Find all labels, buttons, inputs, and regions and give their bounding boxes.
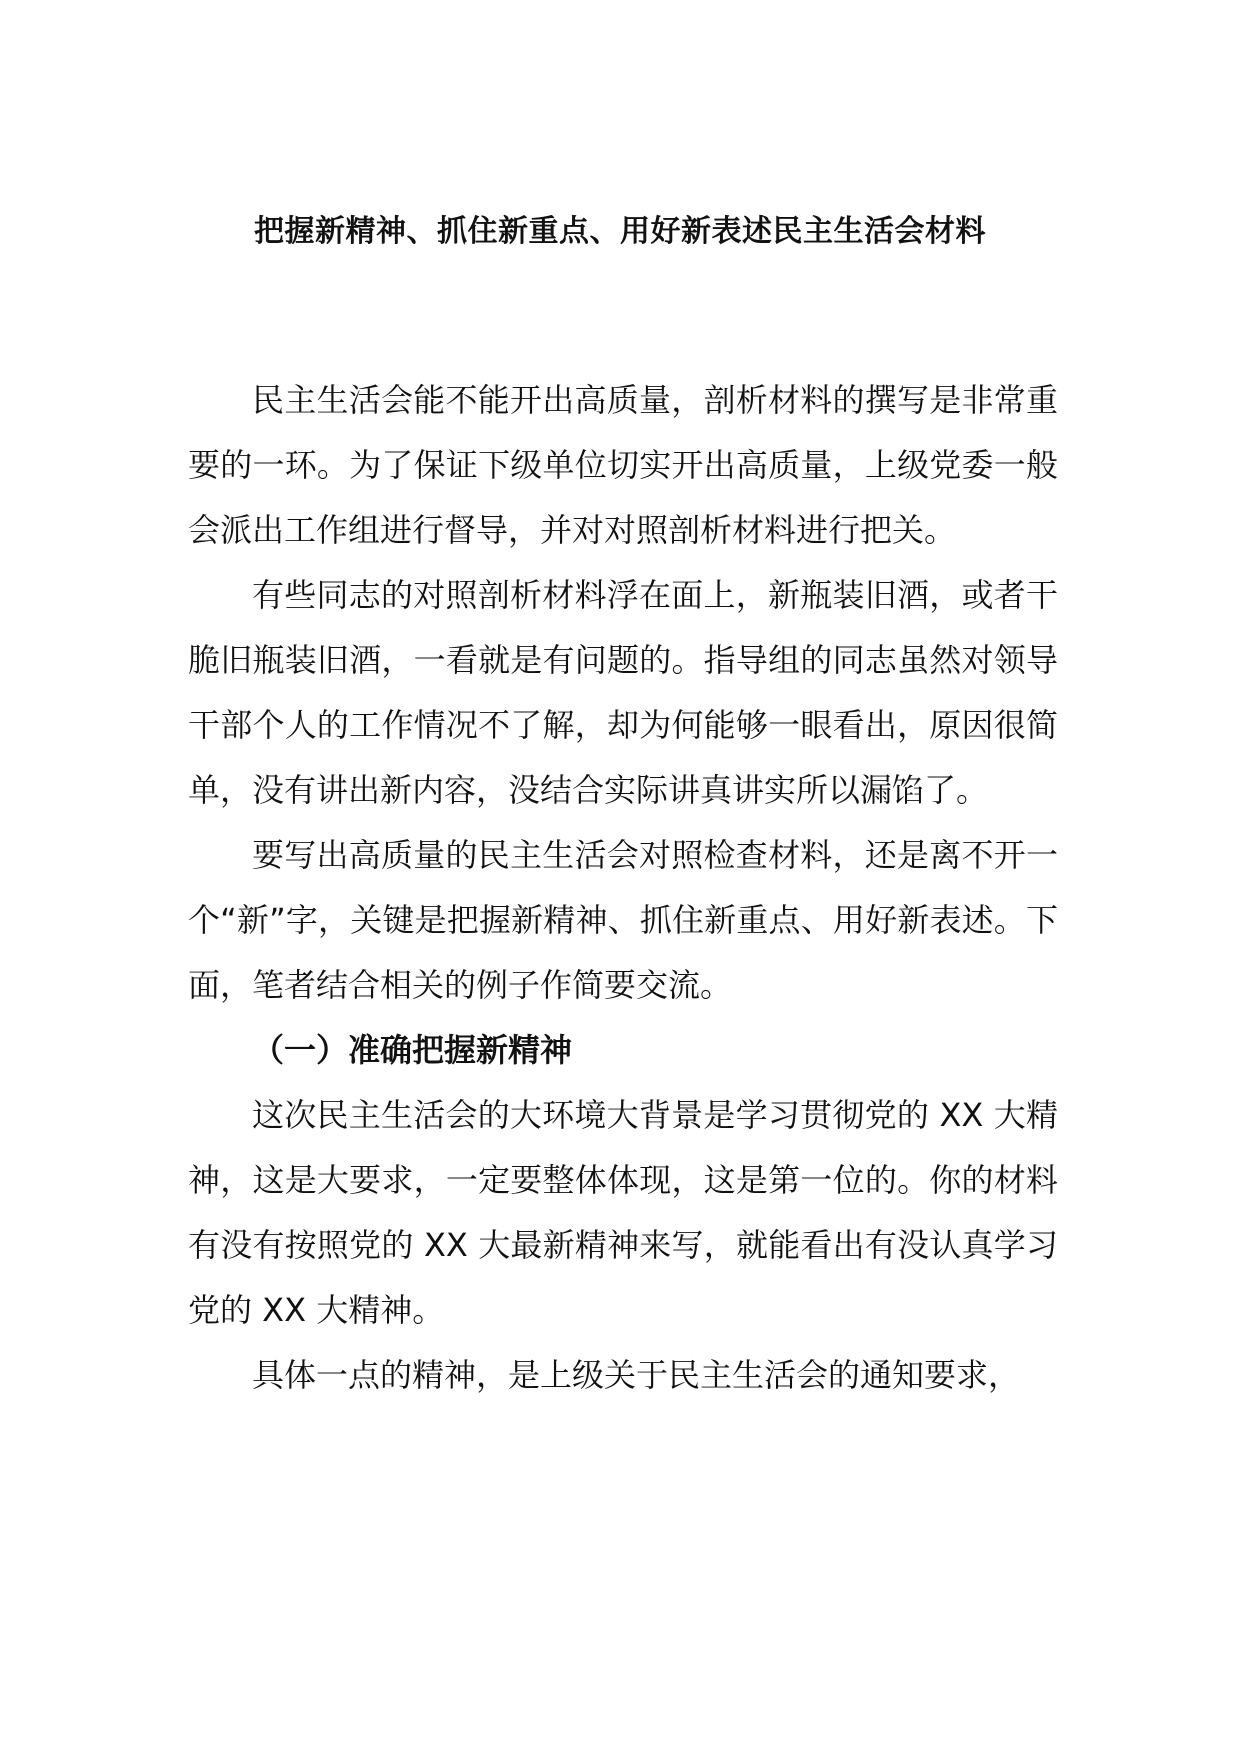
paragraph-2: 有些同志的对照剖析材料浮在面上，新瓶装旧酒，或者干脆旧瓶装旧酒，一看就是有问题的。指导组的同志虽然对领导干部个人的工作情况不了解，却为何能够一眼看出，原因很简单，没有讲出新内容，没结合实际讲真讲实所以漏馅了。 (188, 576, 1058, 809)
document-body (188, 368, 1058, 1408)
section-heading: （一）准确把握新精神 (252, 1031, 573, 1069)
document-title: 把握新精神、抓住新重点、用好新表述民主生活会材料 (254, 214, 986, 249)
paragraph-3: 要写出高质量的民主生活会对照检查材料，还是离不开一个“新”字，关键是把握新精神、抓住新重点、用好新表述。下面，笔者结合相关的例子作简要交流。 (188, 836, 1058, 1004)
paragraph-1: 民主生活会能不能开出高质量，剖析材料的撰写是非常重要的一环。为了保证下级单位切实开出高质量，上级党委一般会派出工作组进行督导，并对对照剖析材料进行把关。 (188, 381, 1058, 549)
section-paragraph-2: 具体一点的精神，是上级关于民主生活会的通知要求， (252, 1356, 1021, 1394)
section-paragraph-1: 这次民主生活会的大环境大背景是学习贯彻党的 XX 大精神，这是大要求，一定要整体体现，这是第一位的。你的材料有没有按照党的 XX 大最新精神来写，就能看出有没认真学习党的 XX 大精神。 (188, 1096, 1058, 1329)
